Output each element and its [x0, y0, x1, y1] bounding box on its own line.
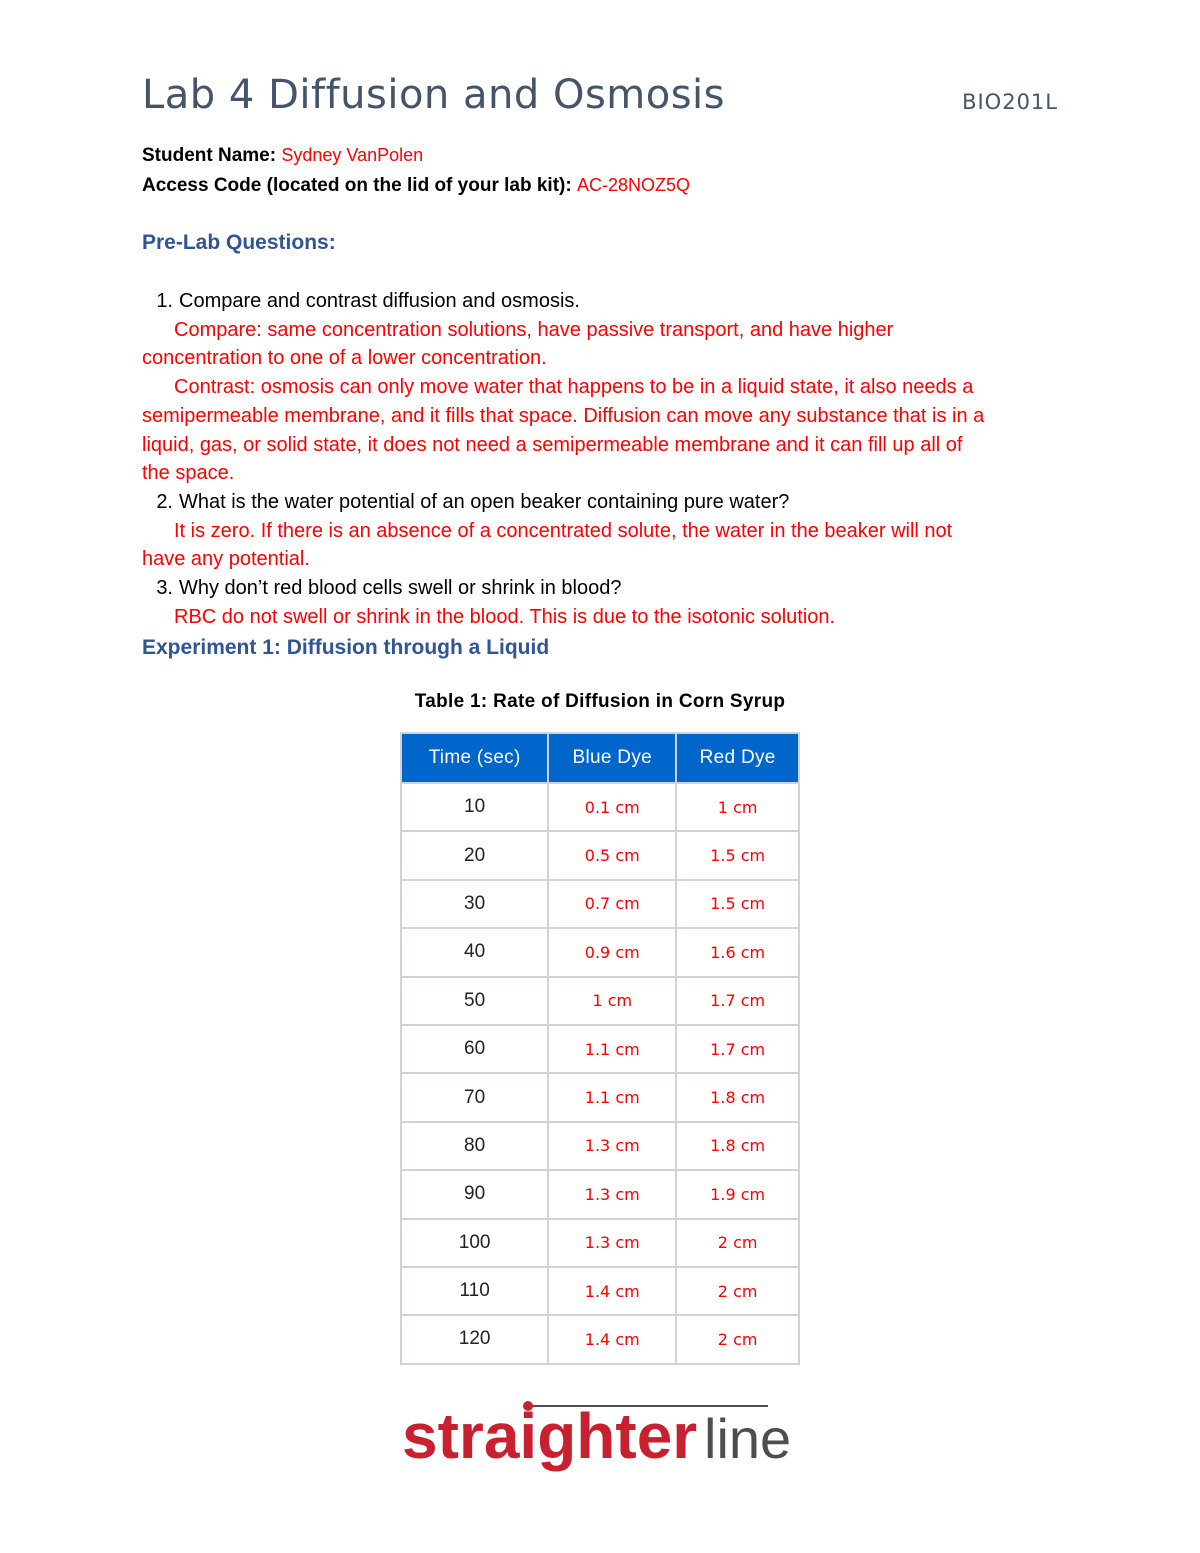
- answer-2: It is zero. If there is an absence of a concentrated solute, the water in the beaker will not: [174, 519, 953, 542]
- table-row: [401, 1315, 799, 1363]
- straighterline-logo: [0, 1400, 1200, 1480]
- cell-blue-dye: 1.4 cm: [548, 1315, 676, 1363]
- table-caption: Table 1: Rate of Diffusion in Corn Syrup: [414, 691, 786, 712]
- experiment-1-heading: Experiment 1: Diffusion through a Liquid: [142, 636, 550, 659]
- cell-blue-dye: 1.3 cm: [548, 1122, 676, 1170]
- cell-time: 30: [401, 880, 548, 928]
- cell-blue-dye: 1.4 cm: [548, 1267, 676, 1315]
- answer-1-contrast-cont: the space.: [142, 462, 235, 485]
- cell-red-dye: 2 cm: [676, 1219, 799, 1267]
- table-row: [401, 880, 799, 928]
- access-code-label: Access Code (located on the lid of your lab kit):: [142, 175, 572, 196]
- access-code-line: [142, 175, 690, 197]
- cell-blue-dye: 1.1 cm: [548, 1025, 676, 1073]
- cell-time: 10: [401, 783, 548, 831]
- cell-red-dye: 2 cm: [676, 1267, 799, 1315]
- student-name-line: [142, 145, 423, 167]
- table-row: [401, 1267, 799, 1315]
- cell-red-dye: 1 cm: [676, 783, 799, 831]
- cell-time: 20: [401, 831, 548, 879]
- table-row: [401, 1073, 799, 1121]
- cell-time: 50: [401, 977, 548, 1025]
- cell-blue-dye: 0.9 cm: [548, 928, 676, 976]
- table-row: [401, 1219, 799, 1267]
- table-row: [401, 1170, 799, 1218]
- cell-red-dye: 1.7 cm: [676, 1025, 799, 1073]
- table-row: [401, 783, 799, 831]
- cell-blue-dye: 0.5 cm: [548, 831, 676, 879]
- answer-1-compare: Compare: same concentration solutions, have passive transport, and have higher: [174, 318, 894, 341]
- cell-time: 60: [401, 1025, 548, 1073]
- table-row: [401, 1025, 799, 1073]
- cell-red-dye: 1.5 cm: [676, 880, 799, 928]
- cell-red-dye: 1.5 cm: [676, 831, 799, 879]
- table-row: [401, 831, 799, 879]
- answer-1-contrast-cont: semipermeable membrane, and it fills that space. Diffusion can move any substance that is in a: [142, 404, 985, 427]
- prelab-questions: [142, 287, 1062, 631]
- logo-text-straighter: straighter: [402, 1400, 698, 1472]
- cell-blue-dye: 1.3 cm: [548, 1170, 676, 1218]
- cell-red-dye: 1.8 cm: [676, 1073, 799, 1121]
- logo-text-line: line: [704, 1407, 792, 1470]
- question-1: 1. Compare and contrast diffusion and osmosis.: [156, 290, 580, 312]
- question-3: 3. Why don’t red blood cells swell or shrink in blood?: [156, 577, 622, 600]
- prelab-heading: Pre-Lab Questions:: [142, 231, 336, 254]
- document-title: Lab 4 Diffusion and Osmosis: [142, 72, 726, 118]
- access-code-value: AC-28NOZ5Q: [576, 175, 690, 195]
- column-header-time: Time (sec): [401, 733, 548, 783]
- table-body: [401, 783, 799, 1364]
- cell-red-dye: 2 cm: [676, 1315, 799, 1363]
- question-2: 2. What is the water potential of an open beaker containing pure water?: [156, 490, 790, 513]
- cell-blue-dye: 0.1 cm: [548, 783, 676, 831]
- cell-red-dye: 1.6 cm: [676, 928, 799, 976]
- cell-red-dye: 1.9 cm: [676, 1170, 799, 1218]
- cell-time: 90: [401, 1170, 548, 1218]
- answer-1-contrast: Contrast: osmosis can only move water that happens to be in a liquid state, it also needs a: [174, 376, 974, 399]
- cell-blue-dye: 1 cm: [548, 977, 676, 1025]
- student-name-value: Sydney VanPolen: [281, 145, 424, 165]
- cell-time: 110: [401, 1267, 548, 1315]
- cell-blue-dye: 1.3 cm: [548, 1219, 676, 1267]
- cell-time: 120: [401, 1315, 548, 1363]
- column-header-red-dye: Red Dye: [676, 733, 799, 783]
- column-header-blue-dye: Blue Dye: [548, 733, 676, 783]
- table-header-row: [401, 733, 799, 783]
- cell-red-dye: 1.8 cm: [676, 1122, 799, 1170]
- student-name-label: Student Name:: [142, 145, 277, 166]
- cell-blue-dye: 1.1 cm: [548, 1073, 676, 1121]
- table-row: [401, 977, 799, 1025]
- cell-time: 40: [401, 928, 548, 976]
- diffusion-table: [400, 732, 800, 1365]
- answer-3: RBC do not swell or shrink in the blood. This is due to the isotonic solution.: [174, 605, 836, 628]
- answer-1-compare-cont: concentration to one of a lower concentration.: [142, 347, 547, 370]
- cell-red-dye: 1.7 cm: [676, 977, 799, 1025]
- answer-2-cont: have any potential.: [142, 548, 310, 571]
- answer-1-contrast-cont: liquid, gas, or solid state, it does not need a semipermeable membrane and it can fill up all of: [142, 433, 963, 456]
- logo-graphic: [0, 1400, 1200, 1480]
- table-row: [401, 928, 799, 976]
- course-code: BIO201L: [962, 90, 1058, 114]
- cell-blue-dye: 0.7 cm: [548, 880, 676, 928]
- cell-time: 80: [401, 1122, 548, 1170]
- cell-time: 70: [401, 1073, 548, 1121]
- table-row: [401, 1122, 799, 1170]
- cell-time: 100: [401, 1219, 548, 1267]
